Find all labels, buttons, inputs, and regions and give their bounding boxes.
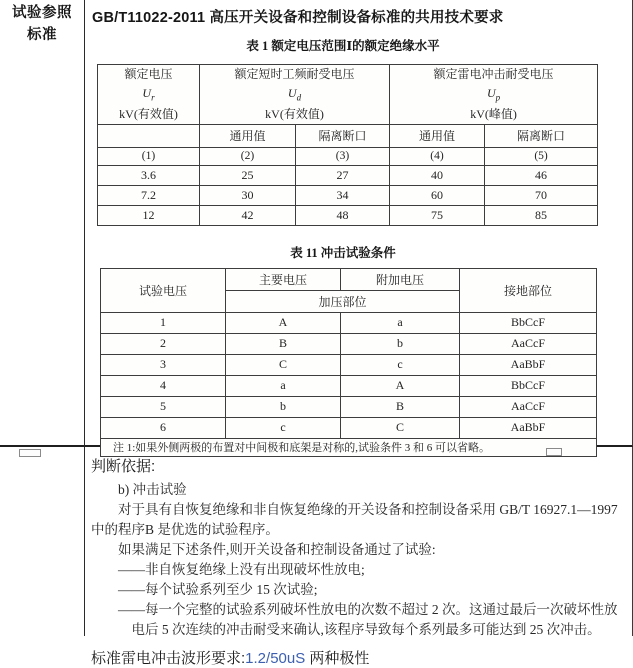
t11-cell: 3: [101, 354, 226, 375]
t11-cell: AaBbF: [460, 417, 597, 438]
t1-cell: 25: [200, 165, 296, 185]
t1-rated-voltage-symbol: U: [142, 85, 152, 100]
t11-cell: BbCcF: [460, 375, 597, 396]
t11-header-main-voltage: 主要电压: [226, 268, 341, 290]
judgment-heading: 判断依据:: [91, 458, 156, 475]
t11-header-test-voltage: 试验电压: [101, 268, 226, 312]
table11-caption: 表 11 冲击试验条件: [290, 245, 396, 260]
t11-cell: AaCcF: [460, 333, 597, 354]
t11-data-row: [101, 354, 597, 375]
judgment-item-label: b) 冲击试验: [118, 482, 187, 497]
side-label-cell: [0, 0, 85, 447]
judgment-paragraph: 如果满足下述条件,则开关设备和控制设备通过了试验:: [118, 542, 436, 557]
t1-subheader-isolating-2: 隔离断口: [485, 124, 598, 147]
standard-content-cell: [85, 0, 633, 455]
judgment-paragraph: 对于具有自恢复绝缘和非自恢复绝缘的开关设备和控制设备采用 GB/T 16927.1—1997 中的程序B 是优选的试验程序。: [91, 502, 618, 537]
t1-cell: 42: [200, 205, 296, 225]
t1-power-freq-label: 额定短时工频耐受电压: [234, 67, 355, 81]
t11-data-row: [101, 333, 597, 354]
t11-cell: AaCcF: [460, 396, 597, 417]
t1-index-cell: (5): [485, 147, 598, 165]
t1-header-rated-voltage: [98, 65, 200, 125]
t1-data-row: [98, 205, 598, 225]
t1-cell: 85: [485, 205, 598, 225]
t11-cell: c: [341, 354, 460, 375]
side-label: 试验参照标准: [12, 5, 72, 43]
waveform-value: 1.2/50uS: [245, 650, 306, 667]
t1-lightning-subscript: p: [495, 91, 501, 102]
t11-data-row: [101, 396, 597, 417]
judgment-cell: [85, 447, 633, 667]
t11-cell: C: [226, 354, 341, 375]
t1-header-blank: [98, 124, 200, 147]
t1-power-freq-unit: kV(有效值): [265, 106, 324, 121]
t11-cell: 4: [101, 375, 226, 396]
t1-cell: 12: [98, 205, 200, 225]
t11-cell: 6: [101, 417, 226, 438]
t1-power-freq-symbol: U: [287, 85, 297, 100]
t11-cell: a: [226, 375, 341, 396]
t1-data-row: [98, 185, 598, 205]
t11-data-row: [101, 375, 597, 396]
judgment-bullet: ——非自恢复绝缘上没有出现破坏性放电;: [118, 562, 365, 577]
t11-cell: b: [226, 396, 341, 417]
t11-header-grounded-part: 接地部位: [460, 268, 597, 312]
empty-side-cell: [0, 447, 85, 636]
standard-title: GB/T11022-2011 高压开关设备和控制设备标准的共用技术要求: [92, 10, 504, 26]
t1-rated-voltage-label: 额定电压: [124, 67, 173, 81]
table1-caption: 表 1 额定电压范围Ⅰ的额定绝缘水平: [246, 39, 440, 53]
t1-index-row: [98, 147, 598, 165]
t11-note: 注 1:如果外侧两极的布置对中间极和底架是对称的,试验条件 3 和 6 可以省略。: [101, 438, 597, 456]
t1-lightning-symbol: U: [486, 85, 496, 100]
t11-header-pressurized-part: 加压部位: [226, 290, 460, 312]
t1-cell: 40: [390, 165, 485, 185]
t11-cell: a: [341, 312, 460, 333]
t11-cell: AaBbF: [460, 354, 597, 375]
impulse-test-conditions-table: [100, 268, 597, 457]
judgment-body: [91, 480, 620, 640]
t11-cell: B: [226, 333, 341, 354]
t1-data-row: [98, 165, 598, 185]
t1-lightning-unit: kV(峰值): [470, 106, 517, 121]
t1-cell: 27: [296, 165, 390, 185]
t1-power-freq-subscript: d: [296, 91, 302, 102]
divider-handle-artifact-left: [19, 449, 41, 457]
t1-header-power-freq-group: [200, 65, 390, 125]
t11-cell: c: [226, 417, 341, 438]
waveform-label: 标准雷电冲击波形要求:: [91, 650, 246, 667]
t11-cell: 1: [101, 312, 226, 333]
t1-cell: 3.6: [98, 165, 200, 185]
t1-cell: 7.2: [98, 185, 200, 205]
t1-subheader-common-2: 通用值: [390, 124, 485, 147]
t11-data-row: [101, 417, 597, 438]
t1-index-cell: (3): [296, 147, 390, 165]
t1-index-cell: (2): [200, 147, 296, 165]
t1-cell: 48: [296, 205, 390, 225]
t11-header-additional-voltage: 附加电压: [341, 268, 460, 290]
insulation-level-table: [97, 64, 598, 226]
t1-rated-voltage-subscript: r: [151, 91, 155, 102]
t1-subheader-isolating-1: 隔离断口: [296, 124, 390, 147]
t11-cell: b: [341, 333, 460, 354]
t11-cell: C: [341, 417, 460, 438]
t1-rated-voltage-unit: kV(有效值): [119, 106, 178, 121]
t11-cell: A: [341, 375, 460, 396]
t11-data-row: [101, 312, 597, 333]
t1-index-cell: (4): [390, 147, 485, 165]
t1-header-lightning-group: [390, 65, 598, 125]
t1-index-cell: (1): [98, 147, 200, 165]
waveform-suffix: 两种极性: [305, 650, 370, 667]
t11-cell: 5: [101, 396, 226, 417]
judgment-bullet: ——每一个完整的试验系列破坏性放电的次数不超过 2 次。这通过最后一次破坏性放电后 5 次连续的冲击耐受来确认,该程序导致每个系列最多可能达到 25 次冲击。: [118, 602, 618, 637]
t1-cell: 75: [390, 205, 485, 225]
t1-lightning-label: 额定雷电冲击耐受电压: [433, 67, 554, 81]
t11-cell: B: [341, 396, 460, 417]
t1-cell: 60: [390, 185, 485, 205]
t11-cell: A: [226, 312, 341, 333]
t1-cell: 70: [485, 185, 598, 205]
judgment-bullet: ——每个试验系列至少 15 次试验;: [118, 582, 318, 597]
t1-cell: 34: [296, 185, 390, 205]
t11-cell: 2: [101, 333, 226, 354]
t1-cell: 46: [485, 165, 598, 185]
t1-cell: 30: [200, 185, 296, 205]
t1-subheader-common-1: 通用值: [200, 124, 296, 147]
t11-cell: BbCcF: [460, 312, 597, 333]
divider-handle-artifact-right: [546, 448, 562, 456]
impulse-waveform-requirement: [91, 647, 620, 668]
